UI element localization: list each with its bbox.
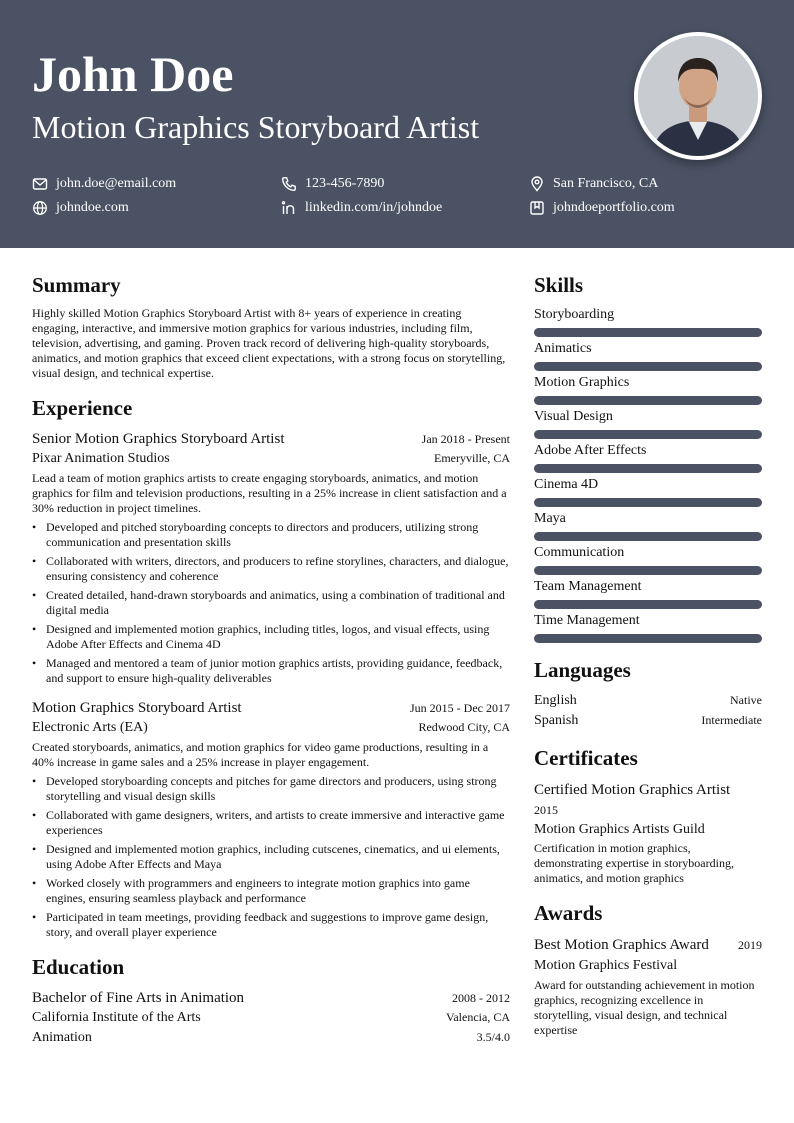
language-item	[534, 711, 762, 731]
skill-name: Animatics	[534, 341, 592, 356]
skill-name: Maya	[534, 511, 566, 526]
language-item	[534, 691, 762, 711]
resume-header	[0, 0, 794, 248]
list-item: • Designed and implemented motion graphics, including titles, logos, and visual effects, using Adobe After Effects and Cinema 4D	[32, 622, 510, 652]
languages-section	[534, 657, 762, 731]
website-text: johndoe.com	[56, 200, 129, 215]
education-section	[32, 954, 510, 1048]
linkedin-text: linkedin.com/in/johndoe	[305, 200, 443, 215]
skill-bar	[534, 328, 762, 337]
email-text: john.doe@email.com	[56, 176, 177, 191]
job-company: Pixar Animation Studios	[32, 451, 170, 466]
skill-bar	[534, 396, 762, 405]
summary-text: Highly skilled Motion Graphics Storyboard Artist with 8+ years of experience in creating engaging, interactive, and immersive motion graphics for various industries, including film, television, advertising, and gaming. Proven track record of delivering high-quality storyboards, animatics, and motion graphics that exceed client expectations, with a strong focus on storytelling, visual design, and technical expertise.	[32, 306, 506, 380]
language-name: English	[534, 693, 577, 708]
languages-heading: Languages	[534, 658, 631, 682]
skill-name: Time Management	[534, 613, 640, 628]
education-heading: Education	[32, 955, 125, 979]
skill-item	[534, 612, 762, 643]
skill-bar	[534, 634, 762, 643]
job-title-heading: Motion Graphics Storyboard Artist	[32, 109, 480, 145]
award-name: Best Motion Graphics Award	[534, 937, 709, 953]
list-item: • Developed storyboarding concepts and pitches for game directors and producers, using strong storytelling and visual design skills	[32, 774, 510, 804]
education-location: Valencia, CA	[446, 1010, 510, 1024]
awards-heading: Awards	[534, 901, 603, 925]
globe-icon	[32, 200, 48, 216]
location-pin-icon	[529, 176, 545, 192]
award-description: Award for outstanding achievement in motion graphics, recognizing excellence in storytelling, visual design, and technical expertise	[534, 978, 755, 1037]
job-description: Lead a team of motion graphics artists to create engaging storyboards, animatics, and motion graphics for film and television productions, resulting in a 25% increase in client satisfaction and a 30% reduction in project timelines.	[32, 471, 507, 515]
list-item: • Managed and mentored a team of junior motion graphics artists, providing guidance, feedback, and support to ensure high-quality deliverables	[32, 656, 510, 686]
list-item: • Participated in team meetings, providing feedback and suggestions to improve game design, story, and overall player experience	[32, 910, 510, 940]
contact-email[interactable]	[32, 175, 176, 193]
portfolio-text: johndoeportfolio.com	[553, 200, 675, 215]
experience-section	[32, 395, 510, 940]
job-location: Redwood City, CA	[418, 720, 510, 734]
education-gpa: 3.5/4.0	[476, 1030, 510, 1044]
summary-heading: Summary	[32, 273, 121, 297]
list-item: • Collaborated with game designers, writers, and artists to create immersive and interactive game experiences	[32, 808, 510, 838]
skill-item	[534, 408, 762, 439]
list-item: • Worked closely with programmers and engineers to integrate motion graphics into game engines, ensuring seamless playback and performance	[32, 876, 510, 906]
main-column	[32, 268, 510, 1062]
list-item: • Created detailed, hand-drawn storyboards and animatics, using a combination of traditional and digital media	[32, 588, 510, 618]
language-level: Native	[730, 693, 762, 707]
awards-section	[534, 900, 762, 1038]
certificates-section	[534, 745, 762, 886]
skill-item	[534, 306, 762, 337]
job-dates: Jun 2015 - Dec 2017	[410, 701, 510, 715]
job-entry	[32, 429, 510, 686]
skill-name: Adobe After Effects	[534, 443, 647, 458]
phone-icon	[281, 176, 297, 192]
certificates-heading: Certificates	[534, 746, 638, 770]
portfolio-icon	[529, 200, 545, 216]
phone-text: 123-456-7890	[305, 176, 385, 191]
summary-section	[32, 272, 510, 381]
skill-bar	[534, 566, 762, 575]
skill-bar	[534, 532, 762, 541]
job-description: Created storyboards, animatics, and motion graphics for video game productions, resulting in a 40% increase in game sales and a 25% increase in player engagement.	[32, 740, 489, 769]
contact-linkedin[interactable]	[281, 199, 442, 217]
linkedin-icon	[281, 200, 297, 216]
certificate-org: Motion Graphics Artists Guild	[534, 822, 705, 837]
education-school: California Institute of the Arts	[32, 1010, 201, 1025]
certificate-name: Certified Motion Graphics Artist	[534, 782, 731, 798]
skill-name: Communication	[534, 545, 625, 560]
job-title: Motion Graphics Storyboard Artist	[32, 700, 242, 716]
avatar	[634, 32, 762, 160]
skill-name: Storyboarding	[534, 307, 615, 322]
list-item: • Designed and implemented motion graphics, including cutscenes, cinematics, and ui elements, using Adobe After Effects and Maya	[32, 842, 510, 872]
list-item: • Collaborated with writers, directors, and producers to refine storylines, characters, and dialogue, ensuring consistency and coherence	[32, 554, 510, 584]
skill-item	[534, 340, 762, 371]
language-name: Spanish	[534, 713, 579, 728]
job-entry	[32, 698, 510, 940]
job-bullets	[32, 774, 510, 940]
award-org: Motion Graphics Festival	[534, 958, 678, 973]
experience-heading: Experience	[32, 396, 133, 420]
job-dates: Jan 2018 - Present	[421, 432, 510, 446]
skills-heading: Skills	[534, 273, 584, 297]
contact-location	[529, 175, 658, 193]
certificate-year: 2015	[534, 803, 558, 817]
education-field: Animation	[32, 1030, 92, 1045]
skill-name: Team Management	[534, 579, 642, 594]
skill-name: Motion Graphics	[534, 375, 630, 390]
candidate-name: John Doe	[32, 46, 234, 102]
job-location: Emeryville, CA	[434, 451, 510, 465]
skill-bar	[534, 362, 762, 371]
location-text: San Francisco, CA	[553, 176, 659, 191]
skill-item	[534, 544, 762, 575]
skill-item	[534, 476, 762, 507]
skill-item	[534, 442, 762, 473]
contact-website[interactable]	[32, 199, 129, 217]
education-dates: 2008 - 2012	[452, 991, 510, 1005]
skill-name: Visual Design	[534, 409, 613, 424]
skill-item	[534, 578, 762, 609]
language-level: Intermediate	[701, 713, 762, 727]
skill-item	[534, 374, 762, 405]
certificate-description: Certification in motion graphics, demonstrating expertise in storyboarding, animatics, and motion graphics	[534, 841, 734, 885]
profile-photo	[638, 36, 758, 156]
skill-bar	[534, 430, 762, 439]
job-company: Electronic Arts (EA)	[32, 720, 148, 735]
job-title: Senior Motion Graphics Storyboard Artist	[32, 431, 285, 447]
skill-name: Cinema 4D	[534, 477, 599, 492]
skill-bar	[534, 464, 762, 473]
contact-phone[interactable]	[281, 175, 384, 193]
award-year: 2019	[738, 938, 762, 952]
skill-bar	[534, 498, 762, 507]
sidebar-column	[534, 268, 762, 1052]
education-degree: Bachelor of Fine Arts in Animation	[32, 990, 245, 1006]
mail-icon	[32, 176, 48, 192]
skill-bar	[534, 600, 762, 609]
job-bullets	[32, 520, 510, 686]
contact-portfolio[interactable]	[529, 199, 675, 217]
skills-section	[534, 272, 762, 643]
list-item: • Developed and pitched storyboarding concepts to directors and producers, utilizing strong communication and presentation skills	[32, 520, 510, 550]
skill-item	[534, 510, 762, 541]
